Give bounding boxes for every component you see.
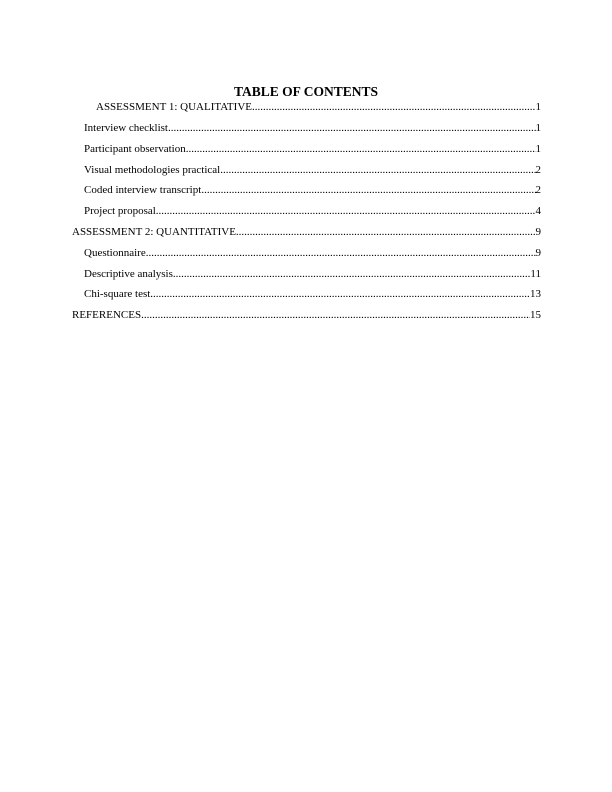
toc-entry-descriptive-analysis[interactable] bbox=[84, 268, 541, 281]
toc-dot-leader bbox=[252, 101, 536, 114]
toc-entry-coded-interview[interactable] bbox=[84, 184, 541, 197]
toc-entry-label: Visual methodologies practical bbox=[84, 164, 221, 176]
toc-entry-visual-methodologies[interactable] bbox=[84, 164, 541, 177]
toc-entry-label: Participant observation bbox=[84, 143, 186, 155]
toc-entry-label: Interview checklist bbox=[84, 122, 168, 134]
toc-entry-label: ASSESSMENT 1: QUALITATIVE bbox=[96, 101, 252, 113]
toc-entry-references[interactable] bbox=[72, 309, 541, 322]
toc-page-number: 9 bbox=[535, 226, 541, 238]
toc-page-number: 11 bbox=[530, 268, 541, 280]
toc-dot-leader bbox=[173, 268, 531, 281]
toc-dot-leader bbox=[220, 164, 535, 177]
toc-page-number: 4 bbox=[535, 205, 541, 217]
toc-entry-project-proposal[interactable] bbox=[84, 205, 541, 218]
toc-dot-leader bbox=[156, 205, 536, 218]
toc-dot-leader bbox=[236, 226, 536, 239]
toc-page-number: 2 bbox=[535, 164, 541, 176]
toc-entry-interview-checklist[interactable] bbox=[84, 122, 541, 135]
toc-entry-label: Descriptive analysis bbox=[84, 268, 173, 280]
toc-entry-label: Coded interview transcript bbox=[84, 184, 202, 196]
toc-page-number: 15 bbox=[530, 309, 541, 321]
toc-dot-leader bbox=[168, 122, 536, 135]
toc-entry-chi-square[interactable] bbox=[84, 288, 541, 301]
toc-dot-leader bbox=[141, 309, 530, 322]
toc-entry-participant-observation[interactable] bbox=[84, 143, 541, 156]
toc-entry-questionnaire[interactable] bbox=[84, 247, 541, 260]
toc-dot-leader bbox=[186, 143, 536, 156]
toc-page-number: 13 bbox=[530, 288, 541, 300]
toc-entry-label: Project proposal bbox=[84, 205, 156, 217]
toc-page-number: 2 bbox=[535, 184, 541, 196]
toc-page-number: 1 bbox=[535, 143, 541, 155]
toc-dot-leader bbox=[150, 288, 530, 301]
toc-title: TABLE OF CONTENTS bbox=[233, 84, 379, 99]
toc-page-number: 1 bbox=[535, 101, 541, 113]
toc-entry-label: ASSESSMENT 2: QUANTITATIVE bbox=[72, 226, 236, 238]
toc-page-number: 1 bbox=[535, 122, 541, 134]
toc-entry-label: REFERENCES bbox=[72, 309, 142, 321]
toc-entry-label: Chi-square test bbox=[84, 288, 151, 300]
toc-page-number: 9 bbox=[535, 247, 541, 259]
toc-entry-assessment-2[interactable] bbox=[72, 226, 541, 239]
toc-dot-leader bbox=[146, 247, 536, 260]
toc-dot-leader bbox=[201, 184, 535, 197]
toc-entry-label: Questionnaire bbox=[84, 247, 146, 259]
toc-entry-assessment-1[interactable] bbox=[96, 101, 541, 114]
